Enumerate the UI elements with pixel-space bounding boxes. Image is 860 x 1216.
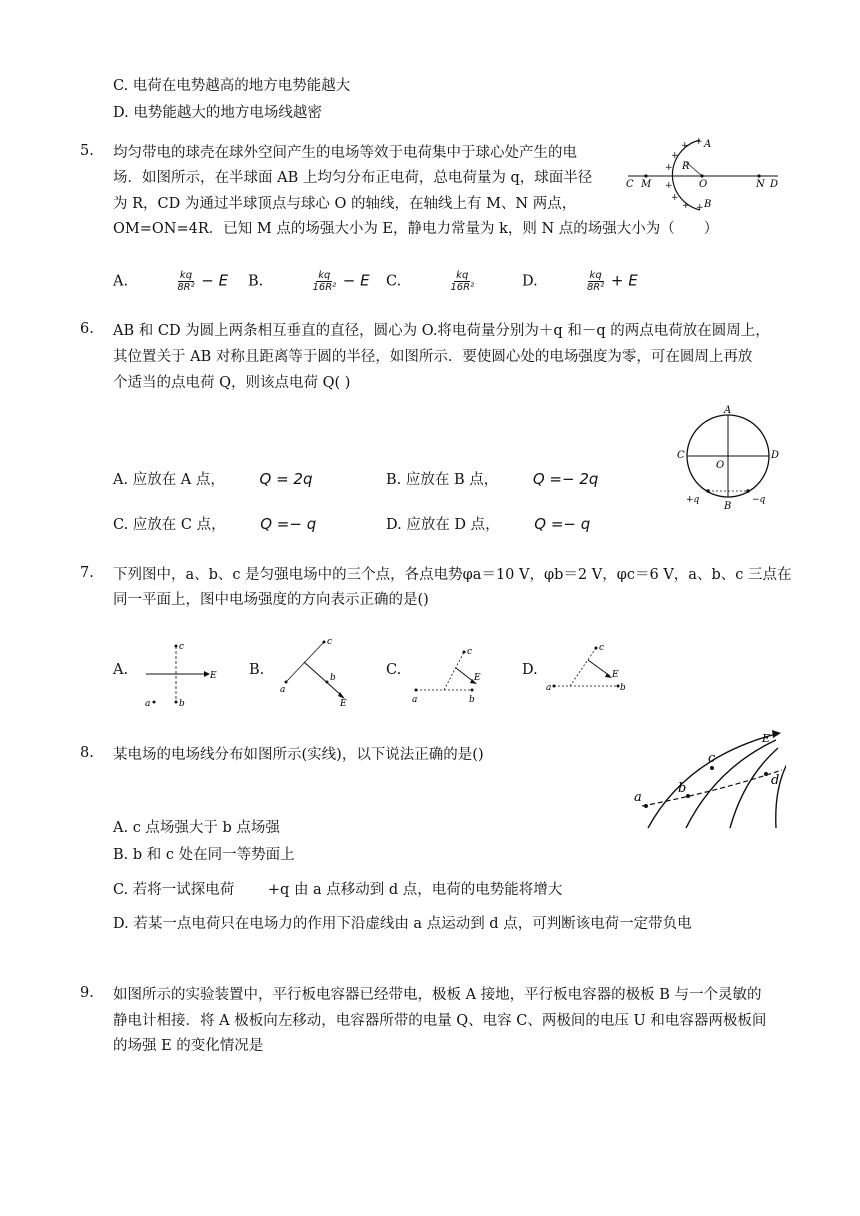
q5-option-a[interactable] [113, 270, 228, 293]
q6-option-b-label: B. 应放在 B 点， [386, 472, 499, 488]
q8-line-1: 某电场的电场线分布如图所示(实线)，以下说法正确的是() [113, 747, 484, 763]
q7-figure-a [140, 640, 220, 712]
q6-option-c[interactable] [113, 513, 316, 534]
svg-text:+: + [665, 163, 673, 173]
q7a-label-a: a [145, 699, 151, 709]
q5-option-d[interactable] [522, 270, 638, 293]
prev-option-c: C. 电荷在电势越高的地方电势能越大 [113, 78, 351, 94]
q5-option-a-tail: − E [201, 271, 229, 290]
q8-option-a[interactable]: A. c 点场强大于 b 点场强 [113, 820, 280, 836]
q5-line-4: OM=ON=4R．已知 M 点的场强大小为 E，静电力常量为 k，则 N 点的场强大小为（ ） [113, 221, 719, 237]
q5-option-d-tail: + E [610, 271, 638, 290]
q7-figure-c [408, 644, 494, 708]
q5-option-b-label: B. [248, 273, 264, 290]
q5-label-R: R [682, 161, 690, 172]
q5-number: 5. [80, 143, 94, 159]
q9-line-1: 如图所示的实验装置中，平行板电容器已经带电，极板 A 接地，平行板电容器的极板 B 与一个灵敏的 [113, 987, 762, 1003]
q7-option-a-label[interactable]: A. [113, 662, 129, 678]
q5-line-1: 均匀带电的球壳在球外空间产生的电场等效于电荷集中于球心处产生的电 [113, 145, 577, 161]
q5-option-c[interactable] [386, 270, 476, 293]
q9-number: 9. [80, 985, 94, 1001]
q9-line-3: 的场强 E 的变化情况是 [113, 1038, 264, 1054]
q6-option-d[interactable] [386, 513, 590, 534]
svg-text:+: + [671, 193, 679, 203]
q7b-label-a: a [280, 685, 286, 695]
q5-label-D: D [770, 179, 779, 190]
q7-line-2: 同一平面上，图中电场强度的方向表示正确的是() [113, 592, 429, 608]
q6-option-c-value: Q =− q [260, 515, 317, 533]
q5-label-M: M [641, 179, 652, 190]
q7-figure-b [274, 632, 354, 708]
q5-line-3: 为 R，CD 为通过半球顶点与球心 O 的轴线，在轴线上有 M、N 两点， [113, 196, 577, 212]
q7a-label-c: c [179, 642, 185, 652]
q6-label-plus-q: +q [686, 495, 700, 505]
q6-number: 6. [80, 321, 94, 337]
q6-label-minus-q: −q [752, 495, 766, 505]
q6-line-3: 个适当的点电荷 Q，则该点电荷 Q( ) [113, 375, 351, 391]
q9-line-2: 静电计相接．将 A 极板向左移动，电容器所带的电量 Q、电容 C、两极间的电压 U 和电容器两极板间 [113, 1013, 767, 1029]
q8-option-b[interactable]: B. b 和 c 处在同一等势面上 [113, 847, 295, 863]
q8-field-lines-figure [626, 728, 786, 830]
svg-text:+: + [671, 151, 679, 161]
q7d-label-b: b [620, 683, 626, 693]
q6-option-b-value: Q =− 2q [532, 470, 599, 488]
svg-text:+: + [682, 201, 690, 211]
q6-label-C: C [677, 450, 685, 461]
q7b-label-c: c [327, 637, 333, 647]
q7c-label-E: E [474, 673, 481, 683]
q8-label-d: d [771, 773, 780, 788]
q7-line-1: 下列图中，a、b、c 是匀强电场中的三个点，各点电势φa＝10 V，φb＝2 V，φc＝6 V，a、b、c 三点在 [113, 567, 792, 583]
q7c-label-a: a [412, 695, 418, 705]
prev-option-d: D. 电势能越大的地方电场线越密 [113, 105, 322, 121]
q5-option-c-fraction: $\frac{kq}{\text{16R²}}$ [450, 270, 475, 293]
q8-option-d[interactable]: D. 若某一点电荷只在电场力的作用下沿虚线由 a 点运动到 d 点，可判断该电荷一定带负电 [113, 916, 692, 932]
q6-option-a-value: Q = 2q [259, 470, 313, 488]
q5-option-c-label: C. [386, 273, 402, 290]
q7-option-d-label[interactable]: D. [522, 662, 538, 678]
q6-circle-figure [672, 402, 788, 514]
q6-option-d-label: D. 应放在 D 点， [386, 517, 500, 533]
svg-text:+: + [681, 141, 689, 151]
q5-hemisphere-figure [620, 132, 790, 212]
q6-option-c-label: C. 应放在 C 点， [113, 517, 226, 533]
q7a-label-E: E [210, 671, 217, 681]
q7-option-b-label[interactable]: B. [249, 662, 265, 678]
q7b-label-E: E [340, 699, 347, 708]
q5-option-b[interactable] [248, 270, 370, 293]
svg-text:+: + [695, 137, 703, 147]
q6-option-b[interactable] [386, 468, 598, 489]
q6-label-B: B [724, 501, 732, 512]
q6-option-a-label: A. 应放在 A 点， [113, 472, 225, 488]
q5-label-O: O [699, 179, 708, 190]
q5-option-b-tail: − E [342, 271, 370, 290]
q8-option-c[interactable]: C. 若将一试探电荷 +q 由 a 点移动到 d 点，电荷的电势能将增大 [113, 882, 563, 898]
q5-label-A: A [704, 139, 712, 150]
q7b-label-b: b [330, 673, 336, 683]
q8-label-a: a [634, 790, 642, 805]
q5-option-b-fraction: $\frac{kq}{\text{16R²}}$ [312, 270, 337, 293]
q7-number: 7. [80, 565, 94, 581]
q6-label-A: A [724, 405, 732, 416]
q7d-label-c: c [599, 643, 605, 653]
q8-number: 8. [80, 745, 94, 761]
q7a-label-b: b [179, 699, 185, 709]
q7d-label-E: E [612, 670, 619, 680]
q6-line-1: AB 和 CD 为圆上两条相互垂直的直径，圆心为 O.将电荷量分别为＋q 和－q 的两点电荷放在圆周上， [113, 323, 770, 339]
q5-option-d-label: D. [522, 273, 538, 290]
svg-text:+: + [696, 203, 704, 212]
q7c-label-b: b [469, 695, 475, 705]
q7-option-c-label[interactable]: C. [386, 662, 402, 678]
q7-figure-d [544, 640, 634, 700]
q5-option-a-label: A. [113, 273, 129, 290]
q6-line-2: 其位置关于 AB 对称且距离等于圆的半径，如图所示．要使圆心处的电场强度为零，可在圆周上再放 [113, 349, 753, 365]
q5-option-d-fraction: $\frac{kq}{\text{8R²}}$ [586, 270, 605, 293]
q6-label-D: D [771, 450, 780, 461]
q8-label-c: c [708, 751, 716, 766]
q5-option-a-fraction: $\frac{kq}{\text{8R²}}$ [177, 270, 195, 293]
q5-label-C: C [626, 179, 634, 190]
q6-label-O: O [716, 460, 725, 471]
q7c-label-c: c [467, 647, 473, 657]
q7d-label-a: a [546, 683, 552, 693]
q5-label-B: B [704, 199, 712, 210]
q5-line-2: 场．如图所示，在半球面 AB 上均匀分布正电荷，总电荷量为 q，球面半径 [113, 170, 593, 186]
q6-option-d-value: Q =− q [534, 515, 591, 533]
q8-label-E: E [762, 732, 771, 745]
q6-option-a[interactable] [113, 468, 312, 489]
q5-label-N: N [756, 179, 765, 190]
q8-label-b: b [678, 781, 687, 796]
svg-text:+: + [665, 181, 673, 191]
